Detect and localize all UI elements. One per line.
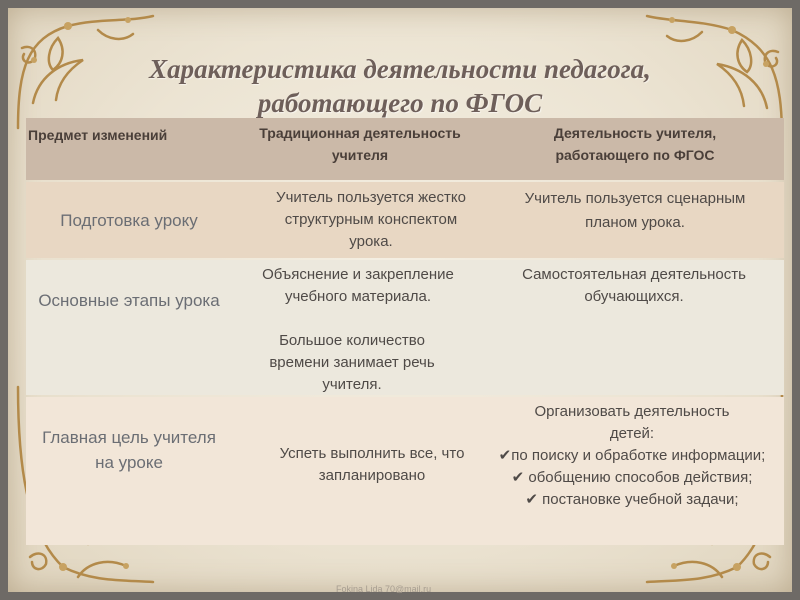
cell-traditional-goal: Успеть выполнить все, что запланировано: [279, 445, 465, 484]
header-traditional: Традиционная деятельность учителя: [259, 125, 461, 163]
cell-subject-stages: Основные этапы урока: [38, 291, 220, 310]
header-fgos: Деятельность учителя, работающего по ФГОС: [553, 125, 717, 163]
cell-traditional-stages-2: Большое количество времени занимает речь учителя.: [269, 332, 435, 393]
fgos-goal-intro: Организовать деятельность детей:: [534, 403, 730, 442]
fgos-goal-item-2: ✔ обобщению способов действия;: [511, 469, 753, 486]
cell-traditional-stages-1: Объяснение и закрепление учебного материала.: [262, 266, 454, 305]
fgos-goal-item-1: ✔по поиску и обработке информации;: [498, 447, 766, 464]
check-icon: ✔: [498, 447, 512, 464]
cell-fgos-preparation: Учитель пользуется сценарным планом урока.: [524, 190, 746, 231]
cell-fgos-goal: [482, 401, 782, 511]
cell-subject-preparation: Подготовка уроку: [60, 211, 198, 230]
slide-title: [60, 52, 740, 120]
slide-title-line-1: Характеристика деятельности педагога,: [149, 54, 651, 84]
slide-footer: Fokina Lida 70@mail.ru: [336, 584, 432, 594]
cell-traditional-preparation: Учитель пользуется жестко структурным конспектом урока.: [276, 189, 466, 250]
header-subject: Предмет изменений: [28, 127, 168, 143]
check-icon: ✔: [511, 469, 525, 486]
fgos-goal-item-3: ✔ постановке учебной задачи;: [525, 491, 739, 508]
cell-subject-goal: Главная цель учителя на уроке: [42, 428, 216, 472]
cell-fgos-stages: Самостоятельная деятельность обучающихся.: [522, 266, 746, 305]
slide-title-line-2: работающего по ФГОС: [257, 88, 543, 118]
check-icon: ✔: [525, 491, 538, 508]
